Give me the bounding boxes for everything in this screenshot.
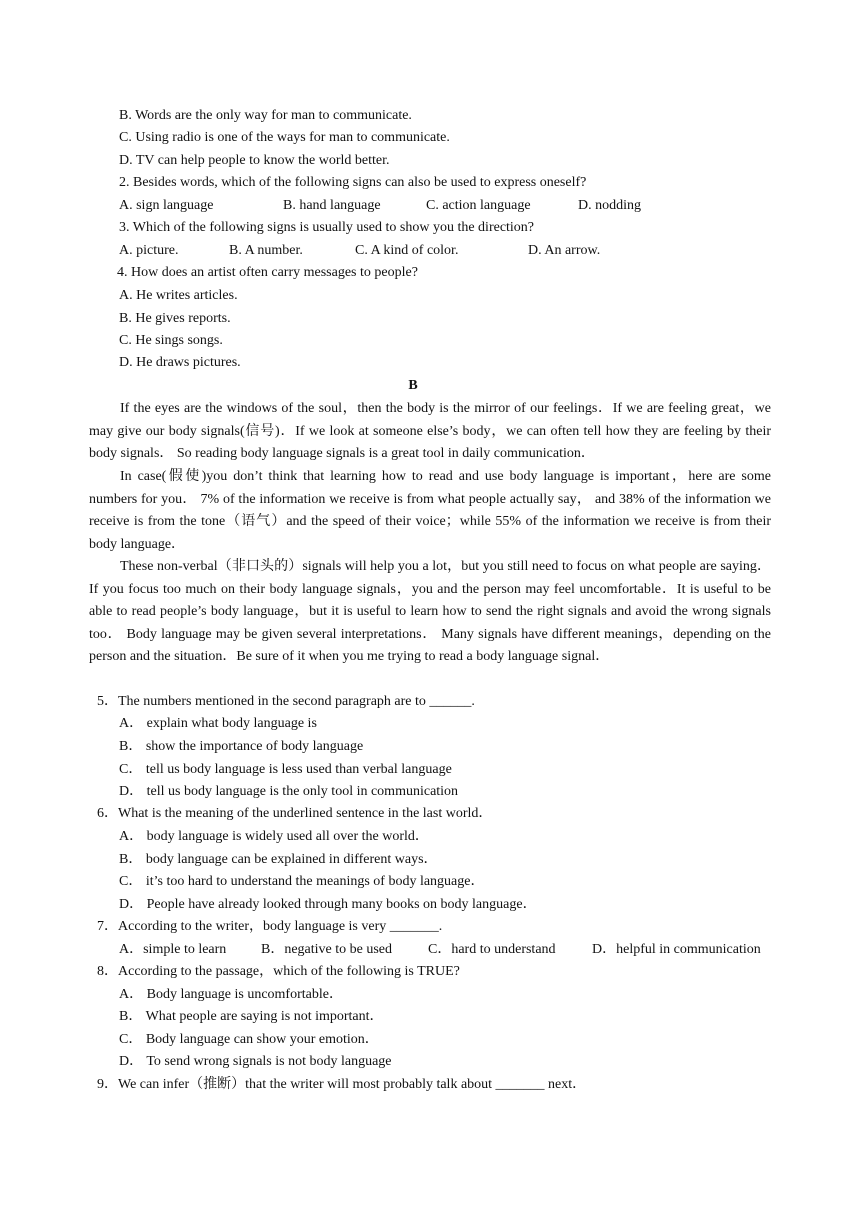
option-item: A. sign language: [119, 198, 214, 213]
option-line: D. TV can help people to know the world better.: [119, 153, 390, 168]
option-line: D． To send wrong signals is not body language: [119, 1054, 392, 1069]
option-line: C． tell us body language is less used than verbal language: [119, 762, 452, 777]
option-line: B. He gives reports.: [119, 311, 231, 326]
question-stem: 7．According to the writer，body language is very _______.: [97, 919, 443, 934]
question-stem: 2. Besides words, which of the following signs can also be used to express oneself?: [119, 175, 587, 190]
option-line: D． tell us body language is the only tool in communication: [119, 784, 459, 799]
option-line: C． Body language can show your emotion．: [119, 1032, 379, 1047]
section-heading: B: [408, 378, 418, 393]
option-line: B． What people are saying is not important．: [119, 1009, 384, 1024]
option-item: D. An arrow.: [528, 243, 601, 258]
passage-paragraph: If the eyes are the windows of the soul，then the body is the mirror of our feelings．If we are feeling great，we may give our body signals(信号)．If we look at someone else’s body，we can often tell how they are feeling by their body signals． So reading body language signals is a great tool in daily communication．: [89, 401, 771, 462]
option-line: D． People have already looked through many books on body language．: [119, 897, 537, 912]
option-item: A. picture.: [119, 243, 179, 258]
option-item: C. A kind of color.: [355, 243, 459, 258]
option-line: C. He sings songs.: [119, 333, 223, 348]
option-line: C． it’s too hard to understand the meanings of body language．: [119, 874, 485, 889]
option-line: D. He draws pictures.: [119, 355, 241, 370]
option-item: B．negative to be used: [261, 942, 393, 957]
question-stem: 5．The numbers mentioned in the second paragraph are to ______.: [97, 694, 475, 709]
question-stem: 9．We can infer（推断）that the writer will most probably talk about _______ next．: [97, 1077, 587, 1092]
option-item: C．hard to understand: [428, 942, 556, 957]
option-item: D．helpful in communication: [592, 942, 761, 957]
option-item: B. hand language: [283, 198, 381, 213]
option-line: A． Body language is uncomfortable．: [119, 987, 343, 1002]
question-stem: 4. How does an artist often carry messages to people?: [117, 265, 418, 280]
option-item: C. action language: [426, 198, 531, 213]
option-item: B. A number.: [229, 243, 303, 258]
passage-paragraph: These non-verbal（非口头的）signals will help you a lot，but you still need to focus on what people are saying．If you focus too much on their body language signals，you and the person may feel uncomfortable．It is useful to be able to read people’s body language，but it is useful to learn how to send the right signals and avoid the wrong signals too． Body language may be given several interpretations． Many signals have different meanings，depending on the person and the situation．Be sure of it when you me trying to read a body language signal．: [89, 559, 771, 665]
question-stem: 8．According to the passage，which of the following is TRUE?: [97, 964, 460, 979]
option-item: D. nodding: [578, 198, 641, 213]
option-line: B. Words are the only way for man to communicate.: [119, 108, 412, 123]
option-line: B． body language can be explained in different ways．: [119, 852, 438, 867]
option-item: A．simple to learn: [119, 942, 227, 957]
question-stem: 6．What is the meaning of the underlined sentence in the last world．: [97, 806, 493, 821]
option-line: A. He writes articles.: [119, 288, 238, 303]
option-line: C. Using radio is one of the ways for man to communicate.: [119, 130, 450, 145]
option-line: B． show the importance of body language: [119, 739, 364, 754]
passage-paragraph: In case(假使)you don’t think that learning how to read and use body language is important，here are some numbers for you． 7% of the information we receive is from what people actually say， and 38% of the information we receive is from the tone（语气）and the speed of their voice；while 55% of the information we receive is from their body language．: [89, 469, 771, 552]
option-line: A． explain what body language is: [119, 716, 317, 731]
option-line: A． body language is widely used all over the world．: [119, 829, 429, 844]
question-stem: 3. Which of the following signs is usually used to show you the direction?: [119, 220, 535, 235]
